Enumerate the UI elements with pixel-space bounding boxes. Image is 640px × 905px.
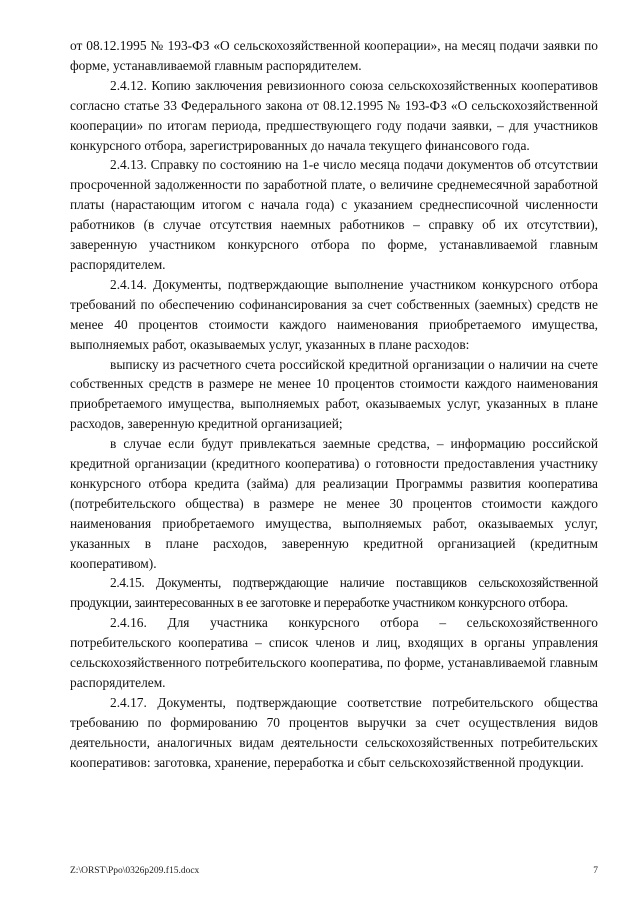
paragraph-continuation: от 08.12.1995 № 193-ФЗ «О сельскохозяйственной кооперации», на месяц подачи заявки по форме, устанавливаемой главным распорядителем. — [70, 38, 598, 73]
paragraph-borrowed-funds: в случае если будут привлекаться заемные средства, – информацию российской кредитной организации (кредитного кооператива) о готовности предоставления участнику конкурсного отбора кредита (займа) для реализации Программы развития кооператива (потребительского общества) в размере не менее 30 процентов стоимости каждого наименования приобретаемого имущества, выполняемых работ, оказываемых услуг, указанных в плане расходов, заверенную кредитной организацией (кредитным кооперативом). — [70, 436, 598, 571]
paragraph-bank-statement: выписку из расчетного счета российской кредитной организации о наличии на счете собственных средств в размере не менее 10 процентов стоимости каждого наименования приобретаемого имущества, выполняемых работ, оказываемых услуг, указанных в плане расходов, заверенную кредитной организацией; — [70, 356, 598, 432]
document-body — [70, 36, 598, 773]
file-path: Z:\ORST\Ppo\0326p209.f15.docx — [70, 866, 200, 876]
paragraph-2-4-17: 2.4.17. Документы, подтверждающие соответствие потребительского общества требованию по формированию 70 процентов выручки за счет осуществления видов деятельности, аналогичных видам деятельности сельскохозяйственных потребительских кооперативов: заготовка, хранение, переработка и сбыт сельскохозяйственной продукции. — [70, 694, 598, 770]
paragraph-2-4-16: 2.4.16. Для участника конкурсного отбора – сельскохозяйственного потребительского кооператива – список членов и лиц, входящих в органы управления сельскохозяйственного потребительского кооператива, по форме, устанавливаемой главным распорядителем. — [70, 615, 598, 690]
paragraph-2-4-15: 2.4.15. Документы, подтверждающие наличие поставщиков сельскохозяйственной продукции, заинтересованных в ее заготовке и переработке участником конкурсного отбора. — [70, 575, 598, 611]
paragraph-2-4-13: 2.4.13. Справку по состоянию на 1-е число месяца подачи документов об отсутствии просроченной задолженности по заработной плате, о величине среднемесячной заработной платы (нарастающим итогом с начала года) с указанием среднесписочной численности работников (в случае отсутствия наемных работников – справку об их отсутствии), заверенную участником конкурсного отбора по форме, устанавливаемой главным распорядителем. — [70, 157, 598, 272]
page-number: 7 — [593, 866, 598, 876]
paragraph-2-4-14: 2.4.14. Документы, подтверждающие выполнение участником конкурсного отбора требований по обеспечению софинансирования за счет собственных (заемных) средств не менее 40 процентов стоимости каждого наименования приобретаемого имущества, выполняемых работ, оказываемых услуг, указанных в плане расходов: — [70, 276, 598, 352]
paragraph-2-4-12: 2.4.12. Копию заключения ревизионного союза сельскохозяйственных кооперативов согласно статье 33 Федерального закона от 08.12.1995 № 193-ФЗ «О сельскохозяйственной кооперации» по итогам периода, предшествующего году подачи заявки, – для участников конкурсного отбора, зарегистрированных до начала текущего финансового года. — [70, 77, 598, 153]
